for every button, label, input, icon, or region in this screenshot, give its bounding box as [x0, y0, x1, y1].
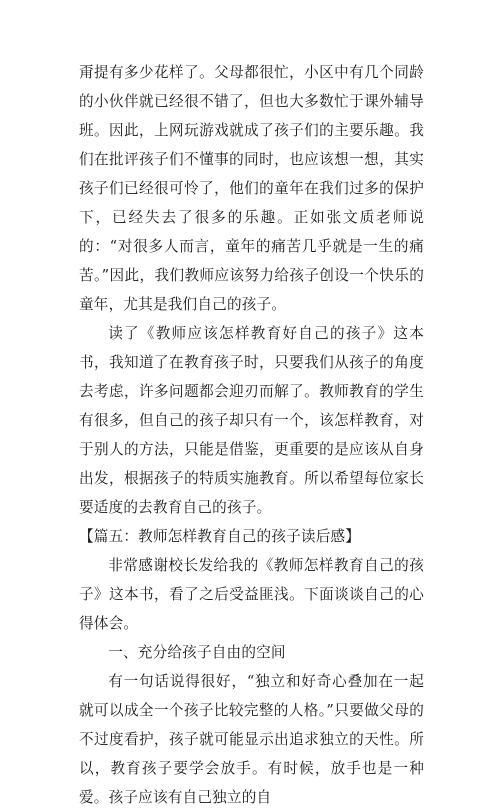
subsection-heading: 一、充分给孩子自由的空间 — [108, 644, 286, 661]
paragraph-continued: 甭提有多少花样了。父母都很忙，小区中有几个同龄的小伙伴就已经很不错了，但也大多数忙于课外辅导班。因此，上网玩游戏就成了孩子们的主要乐趣。我们在批评孩子们不懂事的同时，也应该想一想，其实孩子们已经很可怜了，他们的童年在我们过多的保护下，已经失去了很多的乐趣。正如张文质老师说的：“对很多人而言，童年的痛苦几乎就是一生的痛苦。”因此，我们教师应该努力给孩子创设一个快乐的童年，尤其是我们自己的孩子。 — [79, 64, 424, 313]
document-body — [79, 58, 424, 812]
paragraph-intro: 非常感谢校长发给我的《教师怎样教育自己的孩子》这本书，看了之后受益匪浅。下面谈谈自己的心得体会。 — [79, 557, 424, 632]
section-heading: 【篇五：教师怎样教育自己的孩子读后感】 — [79, 528, 361, 545]
paragraph-book-reflection: 读了《教师应该怎样教育好自己的孩子》这本书，我知道了在教育孩子时，只要我们从孩子的角度去考虑，许多问题都会迎刃而解了。教师教育的学生有很多，但自己的孩子却只有一个，该怎样教育，对于别人的方法，只能是借鉴，更重要的是应该从自身出发，根据孩子的特质实施教育。所以希望每位家长要适度的去教育自己的孩子。 — [79, 325, 424, 516]
paragraph-freedom: 有一句话说得很好，“独立和好奇心叠加在一起就可以成全一个孩子比较完整的人格。”只要做父母的不过度看护，孩子就可能显示出追求独立的天性。所以，教育孩子要学会放手。有时候，放手也是一种爱。孩子应该有自己独立的自 — [79, 673, 424, 806]
